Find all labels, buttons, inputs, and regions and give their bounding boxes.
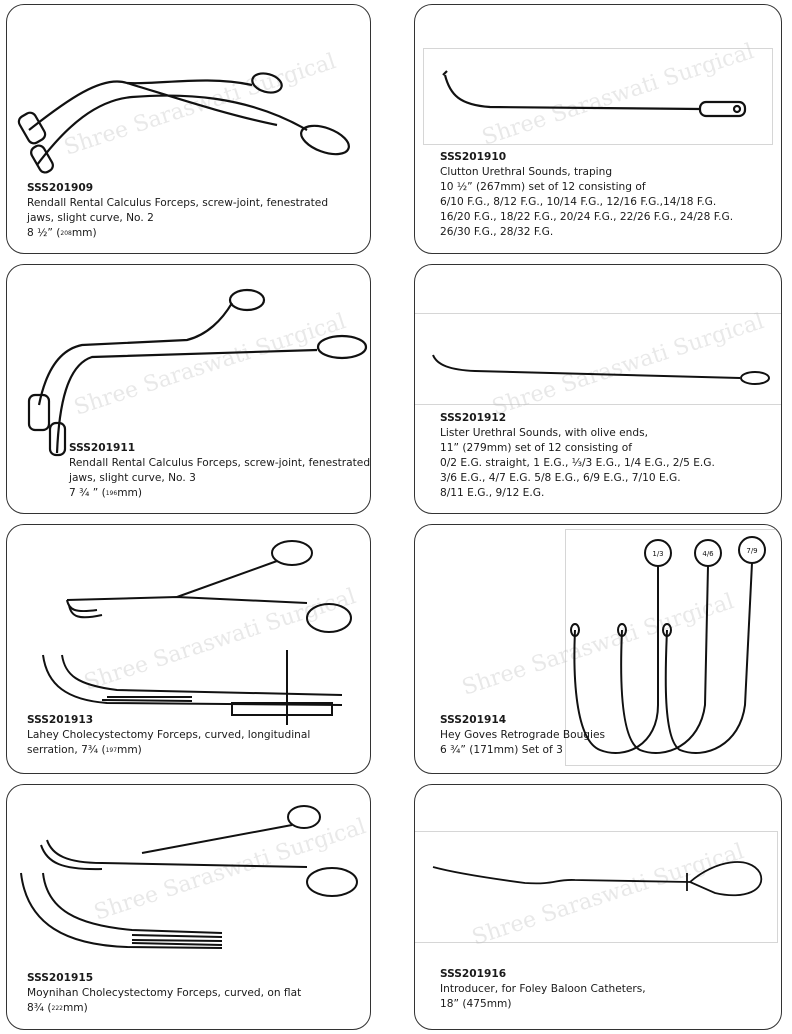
- product-description: 6/10 F.G., 8/12 F.G., 10/14 F.G., 12/16 F.G.,14/18 F.G.: [440, 196, 717, 208]
- watermark-text: Shree Saraswati Surgical: [91, 814, 370, 926]
- bougie-size-label: 4/6: [702, 550, 714, 558]
- product-description: Clutton Urethral Sounds, traping: [440, 166, 613, 178]
- product-text: [69, 441, 370, 501]
- product-description: Lahey Cholecystectomy Forceps, curved, longitudinal: [27, 729, 311, 741]
- size-mm-superscript: 196: [105, 490, 118, 497]
- size-mm-superscript: 222: [51, 1005, 63, 1012]
- watermark-text: Shree Saraswati Surgical: [469, 839, 748, 951]
- size-value: 7 ¾ ” (: [69, 487, 106, 499]
- product-card-sss201912: [414, 264, 782, 514]
- size-value: serration, 7¾ (: [27, 744, 106, 756]
- product-card-sss201915: [6, 784, 371, 1030]
- product-card-sss201911: [6, 264, 371, 514]
- product-description: 3/6 E.G., 4/7 E.G. 5/8 E.G., 6/9 E.G., 7/10 E.G.: [440, 472, 681, 484]
- product-text: [440, 150, 733, 240]
- product-text: [27, 713, 310, 758]
- product-size: [27, 1001, 301, 1016]
- product-code: SSS201912: [440, 412, 507, 424]
- product-card-sss201913: [6, 524, 371, 774]
- size-value: 8¾ (: [27, 1002, 52, 1014]
- product-description: 26/30 F.G., 28/32 F.G.: [440, 226, 554, 238]
- watermark-text: Shree Saraswati Surgical: [71, 309, 350, 421]
- product-code: SSS201913: [27, 714, 94, 726]
- product-code: SSS201911: [69, 442, 136, 454]
- product-text: [440, 967, 646, 1012]
- product-code: SSS201914: [440, 714, 507, 726]
- product-card-sss201914: [414, 524, 782, 774]
- product-code: SSS201916: [440, 968, 507, 980]
- watermark-text: Shree Saraswati Surgical: [489, 309, 768, 421]
- product-code: SSS201915: [27, 972, 94, 984]
- product-card-sss201910: [414, 4, 782, 254]
- bougie-size-label: 7/9: [746, 547, 758, 555]
- product-card-sss201909: [6, 4, 371, 254]
- product-description: Lister Urethral Sounds, with olive ends,: [440, 427, 649, 439]
- product-description: 10 ½” (267mm) set of 12 consisting of: [440, 181, 646, 193]
- watermark-text: Shree Saraswati Surgical: [81, 584, 360, 696]
- bougie-size-label: 1/3: [652, 550, 664, 558]
- size-mm-superscript: 208: [60, 230, 72, 237]
- size-unit: mm): [71, 227, 97, 239]
- watermark-text: Shree Saraswati Surgical: [479, 39, 758, 151]
- product-description: 11” (279mm) set of 12 consisting of: [440, 442, 632, 454]
- product-card-sss201916: [414, 784, 782, 1030]
- product-description: Introducer, for Foley Baloon Catheters,: [440, 983, 646, 995]
- product-description: 8/11 E.G., 9/12 E.G.: [440, 487, 545, 499]
- product-size: [27, 226, 328, 241]
- product-text: [27, 971, 301, 1016]
- product-size: [69, 486, 370, 501]
- product-text: [27, 181, 328, 241]
- product-description: 16/20 F.G., 18/22 F.G., 20/24 F.G., 22/26 F.G., 24/28 F.G.: [440, 211, 734, 223]
- watermark-text: Shree Saraswati Surgical: [61, 49, 340, 161]
- product-description: 18” (475mm): [440, 998, 512, 1010]
- product-description: jaws, slight curve, No. 2: [27, 212, 154, 224]
- product-description: Rendall Rental Calculus Forceps, screw-joint, fenestrated: [27, 197, 329, 209]
- product-description: Rendall Rental Calculus Forceps, screw-joint, fenestrated: [69, 457, 371, 469]
- product-description: Moynihan Cholecystectomy Forceps, curved, on flat: [27, 987, 302, 999]
- size-unit: mm): [117, 487, 142, 499]
- size-value: 8 ½” (: [27, 227, 61, 239]
- product-size: [27, 743, 310, 758]
- product-text: [440, 713, 605, 758]
- product-text: [440, 411, 715, 501]
- size-unit: mm): [117, 744, 142, 756]
- size-mm-superscript: 197: [105, 747, 118, 754]
- product-code: SSS201909: [27, 182, 94, 194]
- product-description: jaws, slight curve, No. 3: [69, 472, 196, 484]
- watermark-text: Shree Saraswati Surgical: [459, 589, 738, 701]
- product-description: Hey Goves Retrograde Bougies: [440, 729, 605, 741]
- product-description: 0/2 E.G. straight, 1 E.G., ⅓/3 E.G., 1/4 E.G., 2/5 E.G.: [440, 457, 715, 469]
- product-description: 6 ¾” (171mm) Set of 3: [440, 744, 563, 756]
- size-unit: mm): [62, 1002, 88, 1014]
- product-code: SSS201910: [440, 151, 507, 163]
